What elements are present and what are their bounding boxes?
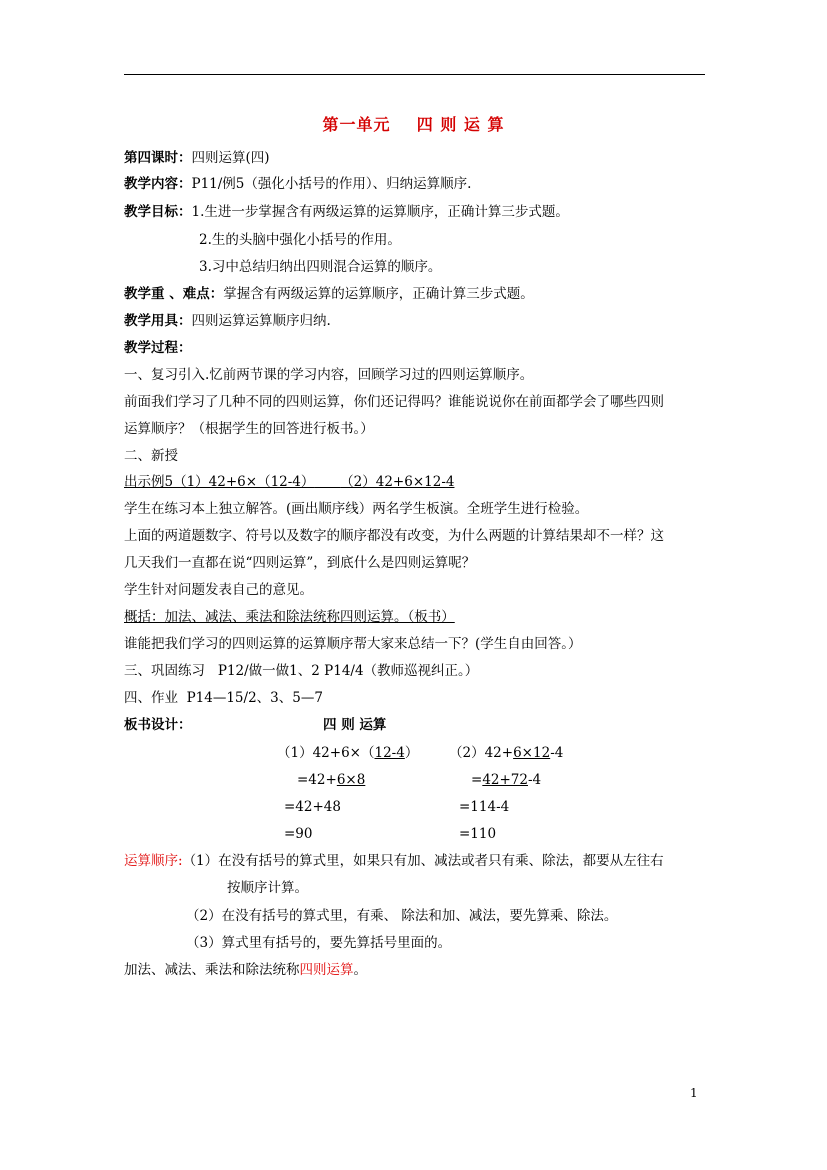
board-right-line-3: =114-4 [459, 799, 510, 815]
goal-item-2: 2.生的头脑中强化小括号的作用。 [199, 232, 401, 248]
process-question-a: 前面我们学习了几种不同的四则运算，你们还记得吗？谁能说说你在前面都学会了哪些四则 [124, 394, 664, 410]
board-left-line-3: =42+48 [284, 799, 341, 815]
board-left-line-4: =90 [284, 826, 313, 842]
order-summary: 加法、减法、乘法和除法统称四则运算。 [124, 962, 367, 978]
page-title: 第一单元 四 则 运 算 [322, 115, 505, 134]
process-why-b: 几天我们一直都在说“四则运算”，到底什么是四则运算呢？ [124, 555, 476, 571]
process-opinions: 学生针对问题发表自己的意见。 [124, 582, 313, 598]
keypoints-line [124, 285, 534, 303]
order-rule-1-cont: 按顺序计算。 [227, 880, 308, 896]
goal-item-3: 3.习中总结归纳出四则混合运算的顺序。 [199, 259, 442, 275]
board-left-line-2: =42+6×8 [297, 772, 366, 788]
four-operations-highlight: 四则运算 [299, 962, 354, 978]
process-exercise: 三、巩固练习 P12/做一做1、2 P14/4（教师巡视纠正。） [124, 663, 479, 679]
process-new-lesson: 二、新授 [124, 448, 178, 464]
example-part-2: （2）42+6×12-4 [340, 474, 455, 490]
content-value: P11/例5（强化小括号的作用）、归纳运算顺序. [191, 176, 472, 192]
process-question-b: 运算顺序？（根据学生的回答进行板书。） [124, 421, 374, 437]
page-number: 1 [690, 1086, 698, 1100]
tools-value: 四则运算运算顺序归纳. [191, 313, 331, 329]
board-right-line-1: （2）42+6×12-4 [449, 745, 564, 761]
order-rule-2: （2）在没有括号的算式里，有乘、 除法和加、减法，要先算乘、除法。 [186, 908, 618, 924]
board-heading: 四 则 运算 [323, 717, 387, 733]
tools-line [124, 312, 331, 330]
goals-label: 教学目标： [124, 204, 192, 220]
tools-label: 教学用具： [124, 313, 192, 329]
example-part-1: 出示例5（1）42+6×（12-4） [124, 474, 315, 490]
lesson-value: 四则运算(四) [191, 150, 270, 166]
board-right-line-2: =42+72-4 [471, 772, 542, 788]
keypoints-label: 教学重 、难点： [124, 286, 224, 302]
lesson-label: 第四课时： [124, 150, 192, 166]
process-summary: 概括：加法、减法、乘法和除法统称四则运算。（板书） [124, 609, 455, 625]
header-rule [124, 74, 705, 75]
board-left-line-1: （1）42+6×（12-4） [277, 745, 419, 761]
example-line [124, 473, 454, 491]
process-review: 一、复习引入.忆前两节课的学习内容，回顾学习过的四则运算顺序。 [124, 367, 534, 383]
process-practice: 学生在练习本上独立解答。(画出顺序线）两名学生板演。全班学生进行检验。 [124, 501, 589, 517]
board-label: 板书设计： [124, 717, 192, 733]
lesson-line [124, 149, 270, 167]
process-why-a: 上面的两道题数字、符号以及数字的顺序都没有改变，为什么两题的计算结果却不一样？这 [124, 528, 664, 544]
content-label: 教学内容： [124, 176, 192, 192]
process-conclude: 谁能把我们学习的四则运算的运算顺序帮大家来总结一下？(学生自由回答。） [124, 636, 582, 652]
goal-item-1: 1.生进一步掌握含有两级运算的运算顺序，正确计算三步式题。 [191, 204, 569, 220]
goals-line [124, 203, 569, 221]
board-right-line-4: =110 [459, 826, 497, 842]
order-rule-3: （3）算式里有括号的，要先算括号里面的。 [186, 935, 452, 951]
content-line [124, 175, 471, 193]
process-homework: 四、作业 P14—15/2、3、5—7 [124, 690, 323, 706]
order-rule-1: 运算顺序:（1）在没有括号的算式里，如果只有加、减法或者只有乘、除法，都要从左往右 [124, 853, 664, 869]
order-label: 运算顺序: [124, 853, 183, 869]
keypoints-value: 掌握含有两级运算的运算顺序，正确计算三步式题。 [223, 286, 534, 302]
process-label: 教学过程： [124, 340, 192, 356]
